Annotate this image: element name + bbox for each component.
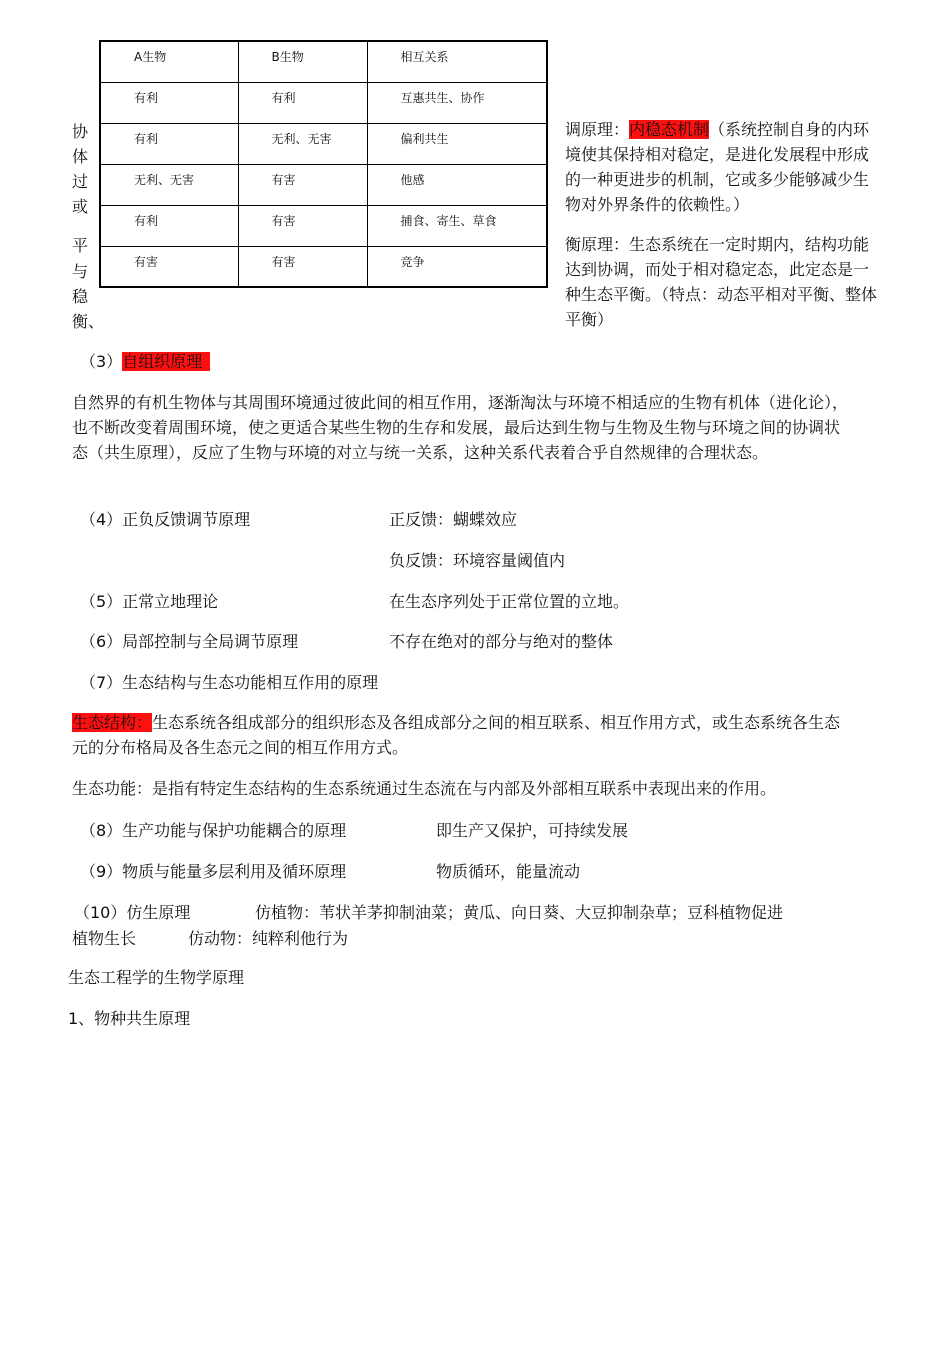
item-6-label: （6）局部控制与全局调节原理 bbox=[80, 632, 299, 651]
item-8-label: （8）生产功能与保护功能耦合的原理 bbox=[80, 821, 347, 840]
self-organization-paragraph: 自然界的有机生物体与其周围环境通过彼此间的相互作用，逐渐淘汰与环境不相适应的生物有机体（进化论），也不断改变着周围环境，使之更适合某些生物的生存和发展，最后达到生物与生物及生物与环境之间的协调状态（共生原理），反应了生物与环境的对立与统一关系，这种关系代表着合乎自然规律的合理状态。 bbox=[72, 393, 849, 462]
item-10-label: （10）仿生原理 bbox=[74, 903, 191, 922]
table-row bbox=[100, 82, 547, 123]
section-3-title: 自组织原理 bbox=[122, 352, 210, 371]
table-row bbox=[100, 205, 547, 246]
table-cell: 有害 bbox=[100, 246, 238, 287]
eco-structure-paragraph bbox=[72, 710, 852, 760]
homeostasis-highlight: 内稳态机制 bbox=[629, 120, 710, 139]
section-3-number: （3） bbox=[80, 352, 123, 371]
left-fragment: 体 bbox=[72, 147, 89, 166]
item-9-detail: 物质循环，能量流动 bbox=[436, 862, 581, 881]
left-fragment: 过 bbox=[72, 172, 89, 191]
table-cell: 互惠共生、协作 bbox=[367, 82, 547, 123]
homeostasis-text: （系统控制自身的内环境使其保持相对稳定，是进化发展程中形成的一种更进步的机制，它或多少能够减少生物对外界条件的依赖性。） bbox=[565, 120, 870, 214]
eco-structure-text: 生态系统各组成部分的组织形态及各组成部分之间的相互联系、相互作用方式，或生态系统各生态元的分布格局及各生态元之间的相互作用方式。 bbox=[72, 713, 841, 757]
left-fragment: 协 bbox=[72, 122, 89, 141]
table-header-a: A生物 bbox=[100, 41, 238, 82]
eco-structure-highlight: 生态结构： bbox=[72, 713, 153, 732]
item-7-label: （7）生态结构与生态功能相互作用的原理 bbox=[80, 673, 379, 692]
homeostasis-prefix: 调原理： bbox=[565, 120, 630, 139]
item-10-detail-line1: 仿植物：苇状羊茅抑制油菜；黄瓜、向日葵、大豆抑制杂草；豆科植物促进 bbox=[255, 903, 784, 922]
table-cell: 无利、无害 bbox=[238, 123, 367, 164]
bio-principles-heading: 生态工程学的生物学原理 bbox=[68, 968, 245, 987]
section-3-heading bbox=[80, 349, 210, 372]
table-cell: 有害 bbox=[238, 164, 367, 205]
table-cell: 有害 bbox=[238, 246, 367, 287]
table-cell: 他感 bbox=[367, 164, 547, 205]
table-header-b: B生物 bbox=[238, 41, 367, 82]
balance-paragraph: 衡原理：生态系统在一定时期内，结构功能达到协调，而处于相对稳定态，此定态是一种生态平衡。（特点：动态平相对平衡、整体平衡） bbox=[565, 235, 878, 329]
table-row bbox=[100, 123, 547, 164]
table-cell: 竞争 bbox=[367, 246, 547, 287]
left-fragment: 平 bbox=[72, 236, 89, 255]
item-5-detail: 在生态序列处于正常位置的立地。 bbox=[389, 592, 630, 611]
table-cell: 有利 bbox=[238, 82, 367, 123]
left-fragment: 衡、 bbox=[72, 312, 105, 331]
table-cell: 无利、无害 bbox=[100, 164, 238, 205]
table-row bbox=[100, 164, 547, 205]
item-5-label: （5）正常立地理论 bbox=[80, 592, 219, 611]
table-cell: 有利 bbox=[100, 82, 238, 123]
item-6-detail: 不存在绝对的部分与绝对的整体 bbox=[389, 632, 614, 651]
table-cell: 有利 bbox=[100, 123, 238, 164]
item-10-detail-line2a: 植物生长 bbox=[72, 929, 137, 948]
item-4-detail: 正反馈：蝴蝶效应 bbox=[389, 510, 518, 529]
table-cell: 捕食、寄生、草食 bbox=[367, 205, 547, 246]
item-10-detail-line2b: 仿动物：纯粹利他行为 bbox=[188, 929, 349, 948]
table-header-row bbox=[100, 41, 547, 82]
table-header-relation: 相互关系 bbox=[367, 41, 547, 82]
table-row bbox=[100, 246, 547, 287]
left-fragment: 稳 bbox=[72, 287, 89, 306]
item-8-detail: 即生产又保护，可持续发展 bbox=[436, 821, 629, 840]
relationship-table bbox=[99, 40, 548, 288]
table-cell: 有利 bbox=[100, 205, 238, 246]
table-cell: 偏利共生 bbox=[367, 123, 547, 164]
eco-function-paragraph: 生态功能：是指有特定生态结构的生态系统通过生态流在与内部及外部相互联系中表现出来的作用。 bbox=[72, 779, 777, 798]
table-cell: 有害 bbox=[238, 205, 367, 246]
left-fragment: 或 bbox=[72, 197, 89, 216]
item-4-detail-2: 负反馈：环境容量阈值内 bbox=[389, 551, 566, 570]
homeostasis-paragraph bbox=[565, 117, 877, 217]
left-fragment: 与 bbox=[72, 262, 89, 281]
item-4-label: （4）正负反馈调节原理 bbox=[80, 510, 251, 529]
species-symbiosis-heading: 1、物种共生原理 bbox=[68, 1009, 191, 1028]
item-9-label: （9）物质与能量多层利用及循环原理 bbox=[80, 862, 347, 881]
